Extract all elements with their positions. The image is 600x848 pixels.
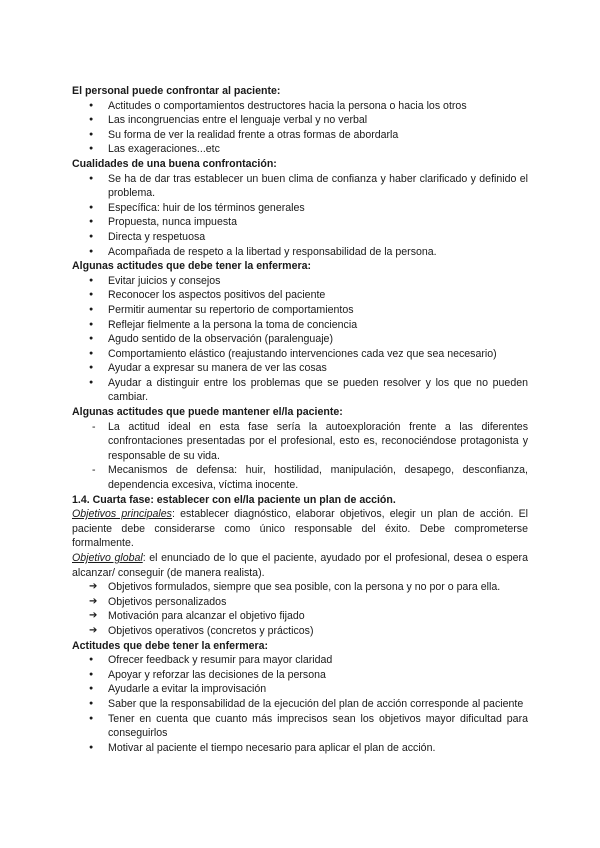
list-item: ● Las incongruencias entre el lenguaje verbal y no verbal <box>72 113 528 128</box>
bullet-list <box>72 172 528 260</box>
paragraph-text: : establecer diagnóstico, elaborar objetivos, elegir un plan de acción. El paciente debe considerarse como único responsable del éxito. Debe comprometerse formalmente. <box>72 508 529 550</box>
section-heading: Actitudes que debe tener la enfermera: <box>72 639 269 652</box>
section-actitudes-paciente <box>72 405 528 493</box>
list-item: ● Reflejar fielmente a la persona la toma de conciencia <box>72 318 528 333</box>
paragraph-objetivo-global <box>72 551 528 580</box>
list-item: ● Específica: huir de los términos generales <box>72 201 528 216</box>
list-item: ● Comportamiento elástico (reajustando intervenciones cada vez que sea necesario) <box>72 347 528 362</box>
paragraph-objetivos-principales <box>72 507 528 551</box>
section-heading: El personal puede confrontar al paciente: <box>72 85 281 97</box>
section-confrontar <box>72 84 528 157</box>
dash-list <box>72 420 528 493</box>
list-item: ➔ Motivación para alcanzar el objetivo fijado <box>72 609 528 624</box>
list-item: ➔ Objetivos personalizados <box>72 595 528 610</box>
list-item: ● Tener en cuenta que cuanto más imprecisos sean los objetivos mayor dificultad para conseguirlos <box>72 712 528 741</box>
list-item: ● Acompañada de respeto a la libertad y responsabilidad de la persona. <box>72 245 528 260</box>
arrow-list <box>72 580 528 638</box>
list-item: ➔ Objetivos formulados, siempre que sea posible, con la persona y no por o para ella. <box>72 580 528 595</box>
list-item: ● Agudo sentido de la observación (paralenguaje) <box>72 332 528 347</box>
list-item: ● Propuesta, nunca impuesta <box>72 215 528 230</box>
section-heading: Algunas actitudes que puede mantener el/la paciente: <box>72 406 343 419</box>
list-item: ● Permitir aumentar su repertorio de comportamientos <box>72 303 528 318</box>
bullet-list <box>72 274 528 405</box>
list-item: - Mecanismos de defensa: huir, hostilidad, manipulación, desapego, desconfianza, dependencia excesiva, víctima inocente. <box>72 463 528 492</box>
section-actitudes-enfermera <box>72 259 528 405</box>
list-item: ● Evitar juicios y consejos <box>72 274 528 289</box>
list-item: ● Las exageraciones...etc <box>72 142 528 157</box>
list-item: ● Saber que la responsabilidad de la ejecución del plan de acción corresponde al paciente <box>72 697 528 712</box>
paragraph-text: : el enunciado de lo que el paciente, ayudado por el profesional, desea o espera alcanzar/ conseguir (de manera realista). <box>72 552 528 579</box>
section-actitudes-fase4 <box>72 639 528 756</box>
list-item: ● Ayudar a expresar su manera de ver las cosas <box>72 361 528 376</box>
list-item: ● Ayudar a distinguir entre los problemas que se pueden resolver y los que no pueden cambiar. <box>72 376 528 405</box>
term-label: Objetivos principales <box>72 508 172 521</box>
section-heading: Algunas actitudes que debe tener la enfermera: <box>72 260 312 273</box>
section-cuarta-fase <box>72 493 528 639</box>
list-item: ● Su forma de ver la realidad frente a otras formas de abordarla <box>72 128 528 143</box>
list-item: ● Motivar al paciente el tiempo necesario para aplicar el plan de acción. <box>72 741 528 756</box>
list-item: ● Apoyar y reforzar las decisiones de la persona <box>72 668 528 683</box>
list-item: ● Ayudarle a evitar la improvisación <box>72 682 528 697</box>
list-item: ● Directa y respetuosa <box>72 230 528 245</box>
section-cualidades <box>72 157 528 259</box>
list-item: ● Ofrecer feedback y resumir para mayor claridad <box>72 653 528 668</box>
list-item: ➔ Objetivos operativos (concretos y prácticos) <box>72 624 528 639</box>
bullet-list <box>72 99 528 157</box>
list-item: ● Reconocer los aspectos positivos del paciente <box>72 288 528 303</box>
term-label: Objetivo global <box>72 552 143 564</box>
bullet-list <box>72 653 528 755</box>
section-heading: 1.4. Cuarta fase: establecer con el/la paciente un plan de acción. <box>72 493 396 506</box>
list-item: ● Se ha de dar tras establecer un buen clima de confianza y haber clarificado y definido el problema. <box>72 172 528 201</box>
section-heading: Cualidades de una buena confrontación: <box>72 157 277 170</box>
list-item: ● Actitudes o comportamientos destructores hacia la persona o hacia los otros <box>72 99 528 114</box>
list-item: - La actitud ideal en esta fase sería la autoexploración frente a las diferentes confrontaciones presentadas por el profesional, esto es, reconociéndose protagonista y responsable de su vida. <box>72 420 528 464</box>
